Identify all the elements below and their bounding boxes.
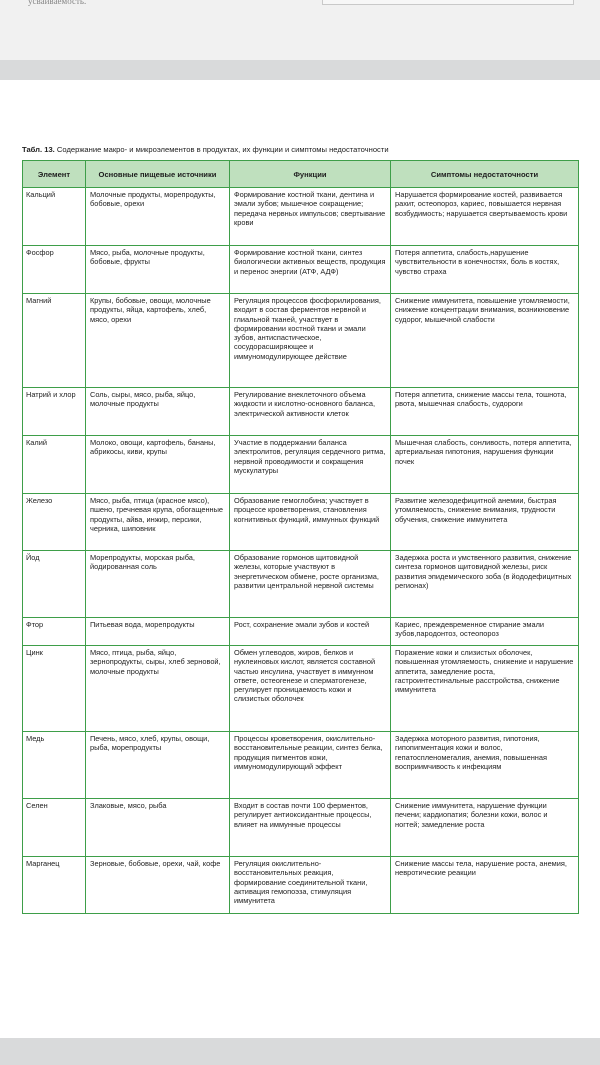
cell-element: Калий: [23, 436, 86, 494]
cell-element: Натрий и хлор: [23, 388, 86, 436]
cell-sources: Мясо, птица, рыба, яйцо, зернопродукты, сыры, хлеб зерновой, молочные продукты: [86, 646, 230, 732]
table-caption-text: Содержание макро- и микроэлементов в продуктах, их функции и симптомы недостаточности: [56, 145, 389, 154]
cell-sources: Зерновые, бобовые, орехи, чай, кофе: [86, 857, 230, 914]
header-symptoms: Симптомы недостаточности: [391, 161, 579, 188]
cell-element: Селен: [23, 799, 86, 857]
cell-symptoms: Развитие железодефицитной анемии, быстрая утомляемость, снижение внимания, трудности обучения, снижение иммунитета: [391, 494, 579, 551]
cell-symptoms: Снижение массы тела, нарушение роста, анемия, невротические реакции: [391, 857, 579, 914]
cell-symptoms: Снижение иммунитета, нарушение функции печени; кардиопатия; болезни кожи, волос и ногтей; замедление роста: [391, 799, 579, 857]
table-row: [23, 388, 579, 436]
cell-functions: Регуляция окислительно-восстановительных реакция, формирование соединительной ткани, активация гемопоэза, стимуляция иммунитета: [230, 857, 391, 914]
table-row: [23, 732, 579, 799]
document-page: [0, 80, 600, 1038]
table-row: [23, 188, 579, 246]
cell-functions: Регулирование внеклеточного объема жидкости и кислотно-основного баланса, электрической активности клеток: [230, 388, 391, 436]
cell-element: Цинк: [23, 646, 86, 732]
table-row: [23, 857, 579, 914]
cell-element: Фосфор: [23, 246, 86, 294]
table-row: [23, 246, 579, 294]
cell-symptoms: Снижение иммунитета, повышение утомляемости, снижение концентрации внимания, возникновение судорог, мышечной слабости: [391, 294, 579, 388]
cell-functions: Формирование костной ткани, дентина и эмали зубов; мышечное сокращение; передача нервных импульсов; свертывание крови: [230, 188, 391, 246]
cell-symptoms: Нарушается формирование костей, развивается рахит, остеопороз, кариес, повышается нервная возбудимость; нарушается свертываемость крови: [391, 188, 579, 246]
cell-symptoms: Поражение кожи и слизистых оболочек, повышенная утомляемость, снижение и нарушение аппетита, замедление роста, гастроинтестинальные расстройства, снижение иммунитета: [391, 646, 579, 732]
header-element: Элемент: [23, 161, 86, 188]
cell-element: Медь: [23, 732, 86, 799]
table-caption: [22, 145, 389, 154]
cell-sources: Питьевая вода, морепродукты: [86, 618, 230, 646]
cell-sources: Молочные продукты, морепродукты, бобовые, орехи: [86, 188, 230, 246]
table-row: [23, 646, 579, 732]
cell-functions: Процессы кроветворения, окислительно-восстановительные реакции, синтез белка, продукция пигментов кожи, иммуномодулирующий эффект: [230, 732, 391, 799]
cell-sources: Мясо, рыба, птица (красное мясо), пшено, гречневая крупа, обогащенные продукты, айва, инжир, персики, черника, шиповник: [86, 494, 230, 551]
cell-functions: Обмен углеводов, жиров, белков и нуклеиновых кислот, является составной частью инсулина, участвует в иммунном ответе, остеогенезе и сперматогенезе, регулирует проницаемость кожи и слизистых оболочек: [230, 646, 391, 732]
cell-functions: Образование гормонов щитовидной железы, которые участвуют в энергетическом обмене, росте организма, развитии центральной нервной системы: [230, 551, 391, 618]
table-row: [23, 551, 579, 618]
cell-element: Марганец: [23, 857, 86, 914]
cell-sources: Злаковые, мясо, рыба: [86, 799, 230, 857]
table-row: [23, 799, 579, 857]
cell-element: Магний: [23, 294, 86, 388]
cell-symptoms: Кариес, преждевременное стирание эмали зубов,пародонтоз, остеопороз: [391, 618, 579, 646]
cell-symptoms: Задержка роста и умственного развития, снижение синтеза гормонов щитовидной железы, риск развития эпидемического зоба (в йододефицитных регионах): [391, 551, 579, 618]
cell-sources: Мясо, рыба, молочные продукты, бобовые, фрукты: [86, 246, 230, 294]
cell-functions: Формирование костной ткани, синтез биологически активных веществ, продукция и перенос энергии (АТФ, АДФ): [230, 246, 391, 294]
cell-element: Кальций: [23, 188, 86, 246]
cell-element: Железо: [23, 494, 86, 551]
cell-symptoms: Потеря аппетита, снижение массы тела, тошнота, рвота, мышечная слабость, судороги: [391, 388, 579, 436]
cell-symptoms: Потеря аппетита, слабость,нарушение чувствительности в конечностях, боль в костях, чувство страха: [391, 246, 579, 294]
cell-sources: Крупы, бобовые, овощи, молочные продукты, яйца, картофель, хлеб, мясо, орехи: [86, 294, 230, 388]
cell-sources: Морепродукты, морская рыба, йодированная соль: [86, 551, 230, 618]
table-row: [23, 436, 579, 494]
header-functions: Функции: [230, 161, 391, 188]
cell-sources: Соль, сыры, мясо, рыба, яйцо, молочные продукты: [86, 388, 230, 436]
cell-symptoms: Задержка моторного развития, гипотония, гипопигментация кожи и волос, гепатоспленомегалия, анемия, повышенная восприимчивость к инфекциям: [391, 732, 579, 799]
header-sources: Основные пищевые источники: [86, 161, 230, 188]
cell-sources: Печень, мясо, хлеб, крупы, овощи, рыба, морепродукты: [86, 732, 230, 799]
cell-functions: Образование гемоглобина; участвует в процессе кроветворения, становления когнитивных функций, иммунных функций: [230, 494, 391, 551]
cell-element: Йод: [23, 551, 86, 618]
cell-functions: Участие в поддержании баланса электролитов, регуляция сердечного ритма, нервной проводимости и сокращения мускулатуры: [230, 436, 391, 494]
table-header-row: [23, 161, 579, 188]
bottom-margin: [0, 1038, 600, 1065]
previous-page-strip: [0, 0, 600, 60]
previous-page-box: [322, 0, 574, 5]
cell-sources: Молоко, овощи, картофель, бананы, абрикосы, киви, крупы: [86, 436, 230, 494]
cell-element: Фтор: [23, 618, 86, 646]
previous-page-text: усваиваемость.: [28, 0, 87, 6]
cell-functions: Входит в состав почти 100 ферментов, регулирует антиоксидантные процессы, влияет на иммунные процессы: [230, 799, 391, 857]
table-row: [23, 618, 579, 646]
cell-functions: Регуляция процессов фосфорилирования, входит в состав ферментов нервной и глиальной тканей, участвует в формировании костной ткани и эмали зубов, антиспастическое, сосудорасширяющее и иммуномодулирующее действие: [230, 294, 391, 388]
cell-symptoms: Мышечная слабость, сонливость, потеря аппетита, артериальная гипотония, нарушения функции почек: [391, 436, 579, 494]
table-caption-label: Табл. 13.: [22, 145, 55, 154]
cell-functions: Рост, сохранение эмали зубов и костей: [230, 618, 391, 646]
table-row: [23, 294, 579, 388]
nutrients-table: [22, 160, 579, 914]
table-row: [23, 494, 579, 551]
